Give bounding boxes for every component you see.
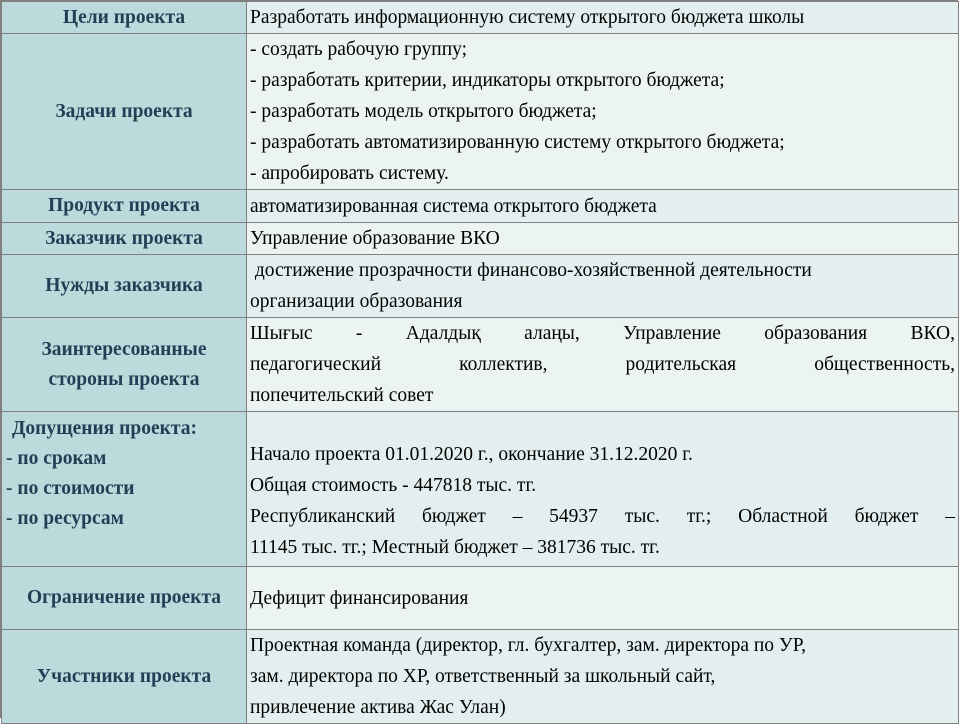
stakeholders-label bbox=[2, 318, 247, 412]
assumptions-line: Начало проекта 01.01.2020 г., окончание 31.12.2020 г. bbox=[250, 444, 693, 465]
needs-line: достижение прозрачности финансово-хозяйственной деятельности bbox=[250, 260, 812, 281]
needs-line: организации образования bbox=[250, 291, 463, 312]
product-value: автоматизированная система открытого бюджета bbox=[247, 190, 959, 223]
participants-line: привлечение актива Жас Улан) bbox=[250, 697, 506, 718]
row-tasks bbox=[2, 34, 959, 190]
stakeholders-label-line: стороны проекта bbox=[48, 368, 200, 390]
row-customer bbox=[2, 223, 959, 255]
project-passport-table bbox=[1, 1, 959, 724]
participants-line: зам. директора по ХР, ответственный за школьный сайт, bbox=[250, 666, 716, 687]
row-product bbox=[2, 190, 959, 223]
customer-label: Заказчик проекта bbox=[2, 223, 247, 255]
needs-value bbox=[247, 255, 959, 318]
row-constraints bbox=[2, 567, 959, 630]
assumptions-line: Республиканский бюджет – 54937 тыс. тг.; Областной бюджет – bbox=[250, 506, 955, 527]
stakeholders-label-line: Заинтересованные bbox=[41, 338, 207, 360]
assumptions-label-line: - по ресурсам bbox=[6, 508, 124, 529]
assumptions-label bbox=[2, 412, 247, 567]
assumptions-value bbox=[247, 412, 959, 567]
stakeholders-value bbox=[247, 318, 959, 412]
stakeholders-line: попечительский совет bbox=[250, 385, 434, 406]
stakeholders-line: педагогический коллектив, родительская общественность, bbox=[250, 354, 955, 375]
assumptions-label-line: Допущения проекта: bbox=[12, 418, 197, 439]
assumptions-line: Общая стоимость - 447818 тыс. тг. bbox=[250, 475, 537, 496]
row-assumptions bbox=[2, 412, 959, 567]
assumptions-label-line: - по стоимости bbox=[6, 478, 135, 499]
tasks-list bbox=[247, 34, 959, 190]
task-item: - создать рабочую группу; bbox=[250, 39, 468, 60]
task-item: - апробировать систему. bbox=[250, 163, 449, 184]
needs-label: Нужды заказчика bbox=[2, 255, 247, 318]
row-needs bbox=[2, 255, 959, 318]
task-item: - разработать критерии, индикаторы открытого бюджета; bbox=[250, 70, 725, 91]
row-goals bbox=[2, 2, 959, 34]
row-participants bbox=[2, 630, 959, 724]
goals-value: Разработать информационную систему открытого бюджета школы bbox=[247, 2, 959, 34]
participants-label: Участники проекта bbox=[2, 630, 247, 724]
constraints-value: Дефицит финансирования bbox=[247, 567, 959, 630]
product-label: Продукт проекта bbox=[2, 190, 247, 223]
assumptions-line: 11145 тыс. тг.; Местный бюджет – 381736 тыс. тг. bbox=[250, 537, 660, 558]
task-item: - разработать модель открытого бюджета; bbox=[250, 101, 597, 122]
stakeholders-line: Шығыс - Адалдық алаңы, Управление образования ВКО, bbox=[250, 323, 955, 344]
tasks-label: Задачи проекта bbox=[2, 34, 247, 190]
participants-value bbox=[247, 630, 959, 724]
task-item: - разработать автоматизированную систему открытого бюджета; bbox=[250, 132, 785, 153]
goals-label: Цели проекта bbox=[2, 2, 247, 34]
customer-value: Управление образование ВКО bbox=[247, 223, 959, 255]
participants-line: Проектная команда (директор, гл. бухгалтер, зам. директора по УР, bbox=[250, 635, 807, 656]
row-stakeholders bbox=[2, 318, 959, 412]
constraints-label: Ограничение проекта bbox=[2, 567, 247, 630]
assumptions-label-line: - по срокам bbox=[6, 448, 107, 469]
